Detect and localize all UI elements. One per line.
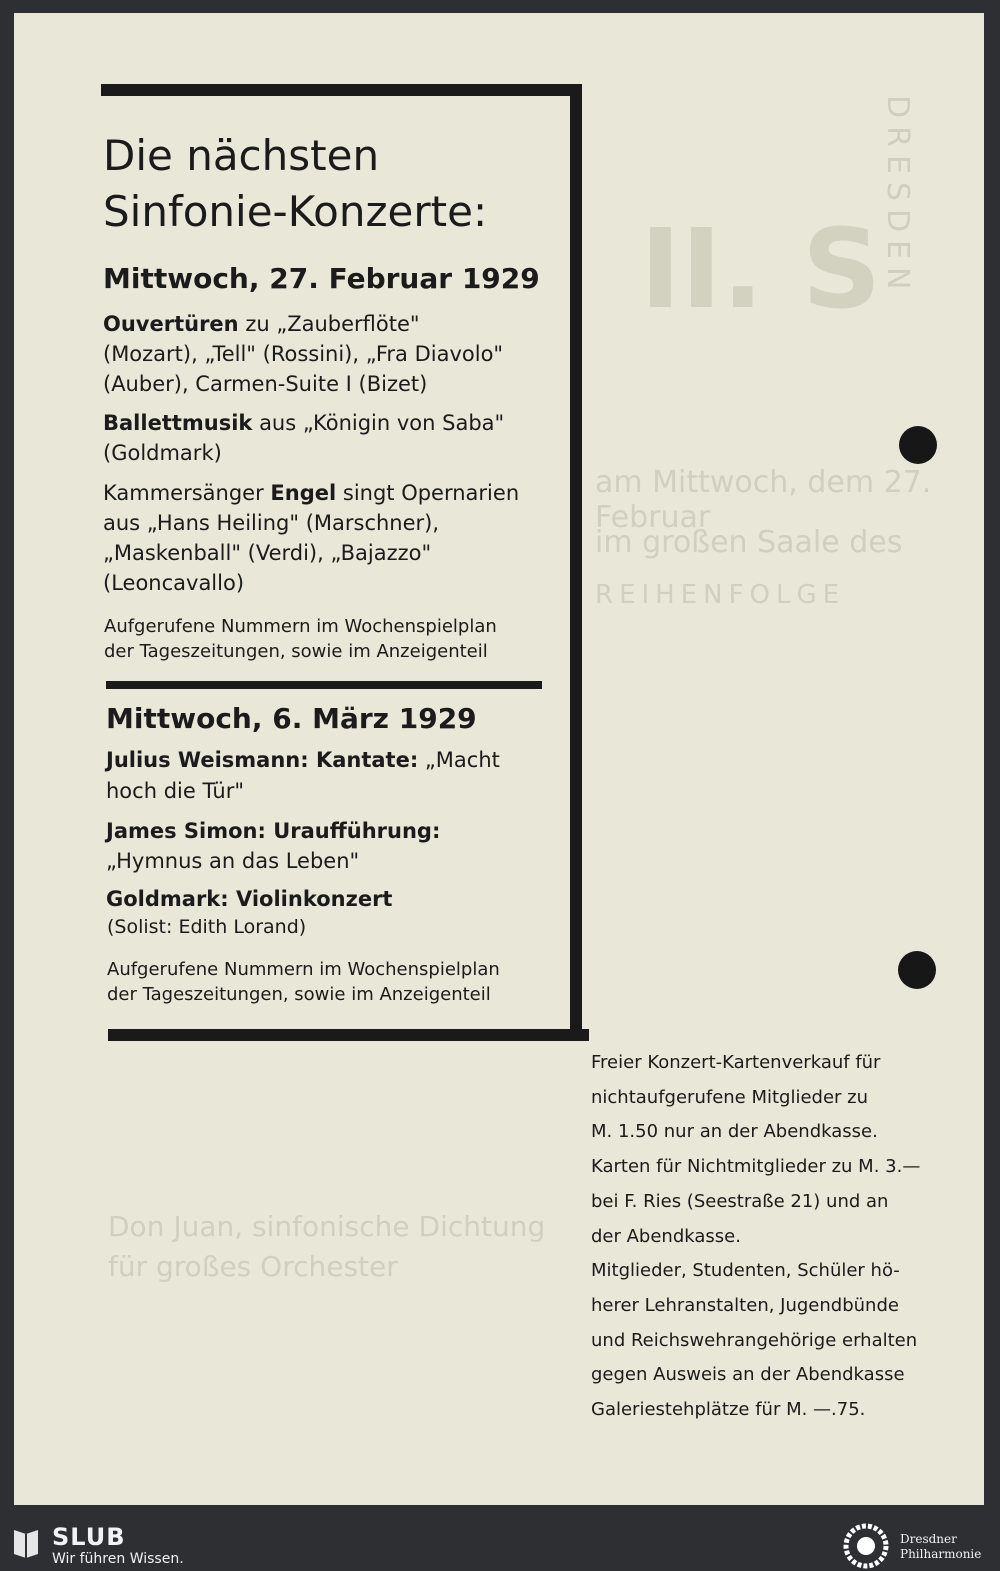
concert1-overtures-line2: (Mozart), „Tell" (Rossini), „Fra Diavolo" — [103, 342, 504, 366]
library-tagline: Wir führen Wissen. — [52, 1551, 184, 1567]
concert1-note-line2: der Tageszeitungen, sowie im Anzeigenteil — [104, 641, 488, 662]
sales-info-line: nichtaufgerufene Mitglieder zu — [591, 1086, 869, 1108]
show-through-line: am Mittwoch, dem 27. Februar — [595, 465, 932, 535]
frame-top-border — [101, 84, 582, 96]
sales-info-line: gegen Ausweis an der Abendkasse — [591, 1364, 905, 1386]
concert1-arias-pre: Kammersänger — [103, 481, 271, 505]
sales-info-line: Mitglieder, Studenten, Schüler hö- — [591, 1260, 900, 1282]
show-through-line: REIHENFOLGE — [595, 580, 846, 610]
punch-hole — [899, 426, 937, 464]
page-title-line1: Die nächsten — [103, 131, 380, 180]
concert2-cantata-label: Julius Weismann: Kantate: — [106, 748, 419, 772]
sales-info-line: Galeriestehplätze für M. —.75. — [591, 1399, 866, 1420]
concert2-cantata-line2: hoch die Tür" — [106, 779, 244, 803]
partner-name — [900, 1532, 981, 1562]
section-divider — [106, 681, 542, 689]
concert2-note-line2: der Tageszeitungen, sowie im Anzeigenteil — [107, 984, 491, 1005]
concert1-ballet-text: aus „Königin von Saba" — [252, 411, 505, 435]
concert2-program-premiere — [106, 816, 440, 846]
frame-right-border — [570, 84, 582, 1041]
library-name: SLUB — [52, 1523, 126, 1551]
sales-info-line: Karten für Nichtmitglieder zu M. 3.— — [591, 1156, 921, 1178]
concert2-premiere-label: James Simon: Uraufführung: — [106, 819, 441, 843]
sales-info-line: M. 1.50 nur an der Abendkasse. — [591, 1121, 878, 1143]
concert1-date: Mittwoch, 27. Februar 1929 — [103, 262, 540, 295]
sales-info-line: herer Lehranstalten, Jugendbünde — [591, 1294, 899, 1316]
show-through-vertical-text: DRESDEN — [880, 95, 915, 298]
concert1-program-overtures — [103, 309, 420, 339]
concert2-date: Mittwoch, 6. März 1929 — [106, 702, 477, 735]
sales-info-line: und Reichswehrangehörige erhalten — [591, 1329, 918, 1351]
concert1-overtures-text: zu „Zauberflöte" — [238, 312, 420, 336]
punch-hole — [898, 951, 936, 989]
philharmonie-logo-icon — [840, 1522, 892, 1570]
concert2-violin-label: Goldmark: Violinkonzert — [106, 887, 393, 911]
concert1-ballet-label: Ballettmusik — [103, 411, 253, 435]
page-title-line2: Sinfonie-Konzerte: — [103, 187, 488, 236]
book-icon — [12, 1526, 40, 1558]
sales-info-line: der Abendkasse. — [591, 1225, 741, 1247]
concert2-soloist: (Solist: Edith Lorand) — [107, 916, 307, 938]
sales-info-line: Freier Konzert-Kartenverkauf für — [591, 1052, 881, 1073]
show-through-line: Don Juan, sinfonische Dichtung — [108, 1210, 546, 1243]
concert1-program-arias — [103, 478, 519, 508]
sales-info-line: bei F. Ries (Seestraße 21) und an — [591, 1190, 889, 1212]
show-through-heading: II. S — [640, 205, 882, 333]
concert2-program-cantata — [106, 745, 500, 775]
show-through-line: im großen Saale des — [595, 525, 903, 560]
partner-name-line1: Dresdner — [900, 1532, 957, 1546]
viewer-footer — [0, 1520, 1000, 1571]
concert1-overtures-label: Ouvertüren — [103, 312, 239, 336]
concert1-arias-text: singt Opernarien — [336, 481, 520, 505]
frame-bottom-border — [108, 1029, 589, 1041]
concert1-arias-line4: (Leoncavallo) — [103, 571, 245, 595]
concert2-program-violin — [106, 884, 392, 914]
concert2-note-line1: Aufgerufene Nummern im Wochenspielplan — [107, 959, 500, 980]
concert1-arias-singer: Engel — [270, 481, 337, 505]
concert2-cantata-text: „Macht — [418, 748, 500, 772]
concert1-arias-line2: aus „Hans Heiling" (Marschner), — [103, 511, 440, 535]
concert1-ballet-line2: (Goldmark) — [103, 441, 222, 465]
concert2-premiere-line2: „Hymnus an das Leben" — [106, 849, 360, 873]
partner-name-line2: Philharmonie — [900, 1547, 982, 1561]
concert1-program-ballet — [103, 408, 504, 438]
concert1-overtures-line3: (Auber), Carmen-Suite I (Bizet) — [103, 372, 428, 396]
show-through-line: für großes Orchester — [108, 1250, 398, 1283]
concert1-note-line1: Aufgerufene Nummern im Wochenspielplan — [104, 616, 497, 637]
concert1-arias-line3: „Maskenball" (Verdi), „Bajazzo" — [103, 541, 432, 565]
